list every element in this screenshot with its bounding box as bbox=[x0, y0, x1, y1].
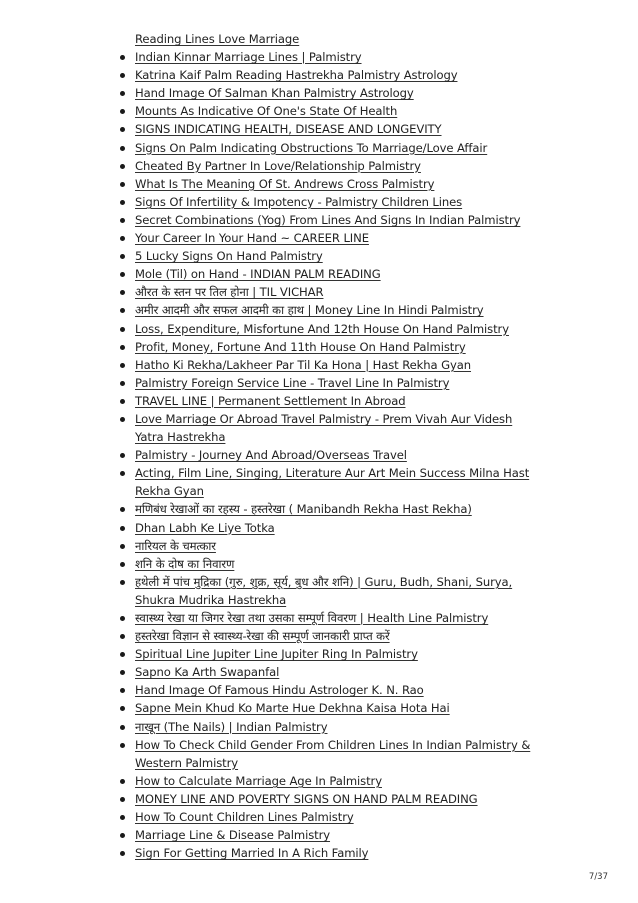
article-link[interactable]: Spiritual Line Jupiter Line Jupiter Ring In Palmistry bbox=[135, 647, 418, 662]
list-item bbox=[118, 356, 538, 374]
link-list bbox=[118, 30, 538, 862]
article-link[interactable]: Signs Of Infertility & Impotency - Palmistry Children Lines bbox=[135, 194, 463, 209]
article-link[interactable]: हस्तरेखा विज्ञान से स्वास्थ्य-रेखा की सम्पूर्ण जानकारी प्राप्त करें bbox=[135, 629, 390, 644]
bullet-icon bbox=[120, 164, 125, 169]
list-item bbox=[118, 663, 538, 681]
bullet-icon bbox=[120, 91, 125, 96]
bullet-icon bbox=[120, 345, 125, 350]
bullet-icon bbox=[120, 55, 125, 60]
article-link[interactable]: Dhan Labh Ke Liye Totka bbox=[135, 520, 275, 535]
bullet-icon bbox=[120, 797, 125, 802]
article-link[interactable]: Love Marriage Or Abroad Travel Palmistry - Prem Vivah Aur Videsh Yatra Hastrekha bbox=[135, 411, 513, 445]
bullet-icon bbox=[120, 526, 125, 531]
article-link[interactable]: Hand Image Of Salman Khan Palmistry Astrology bbox=[135, 86, 414, 101]
list-item bbox=[118, 48, 538, 66]
bullet-icon bbox=[120, 327, 125, 332]
bullet-icon bbox=[120, 381, 125, 386]
page-number: 7/37 bbox=[588, 872, 608, 882]
list-item bbox=[118, 464, 538, 500]
bullet-icon bbox=[120, 652, 125, 657]
bullet-icon bbox=[120, 182, 125, 187]
article-link[interactable]: स्वास्थ्य रेखा या जिगर रेखा तथा उसका सम्पूर्ण विवरण | Health Line Palmistry bbox=[135, 611, 489, 625]
list-item bbox=[118, 139, 538, 157]
list-item bbox=[118, 555, 538, 573]
list-item bbox=[118, 826, 538, 844]
bullet-icon bbox=[120, 706, 125, 711]
bullet-icon bbox=[120, 73, 125, 78]
list-item bbox=[118, 844, 538, 862]
article-link[interactable]: शनि के दोष का निवारण bbox=[135, 556, 235, 571]
list-item bbox=[118, 645, 538, 663]
list-item bbox=[118, 211, 538, 229]
list-item bbox=[118, 283, 538, 301]
bullet-icon bbox=[120, 634, 125, 639]
list-item bbox=[118, 229, 538, 247]
bullet-icon bbox=[120, 146, 125, 151]
article-link[interactable]: Your Career In Your Hand ~ CAREER LINE bbox=[135, 231, 369, 246]
article-link[interactable]: Profit, Money, Fortune And 11th House On Hand Palmistry bbox=[135, 339, 466, 354]
list-item bbox=[118, 102, 538, 120]
list-item bbox=[118, 338, 538, 356]
article-link[interactable]: Hatho Ki Rekha/Lakheer Par Til Ka Hona | Hast Rekha Gyan bbox=[135, 357, 472, 372]
article-link[interactable]: Palmistry - Journey And Abroad/Overseas Travel bbox=[135, 448, 407, 463]
list-item bbox=[118, 66, 538, 84]
article-link[interactable]: Reading Lines Love Marriage bbox=[135, 32, 300, 46]
bullet-icon bbox=[120, 833, 125, 838]
bullet-icon bbox=[120, 851, 125, 856]
article-link[interactable]: How To Check Child Gender From Children Lines In Indian Palmistry & Western Palmistry bbox=[135, 737, 531, 770]
article-link[interactable]: Marriage Line & Disease Palmistry bbox=[135, 828, 331, 843]
bullet-icon bbox=[120, 562, 125, 567]
article-link[interactable]: Palmistry Foreign Service Line - Travel Line In Palmistry bbox=[135, 375, 450, 390]
list-item bbox=[118, 320, 538, 338]
article-link[interactable]: Mole (Til) on Hand - INDIAN PALM READING bbox=[135, 267, 381, 282]
list-item bbox=[118, 573, 538, 609]
bullet-icon bbox=[120, 471, 125, 476]
article-link[interactable]: Signs On Palm Indicating Obstructions To Marriage/Love Affair bbox=[135, 140, 488, 155]
bullet-icon bbox=[120, 580, 125, 585]
article-link[interactable]: 5 Lucky Signs On Hand Palmistry bbox=[135, 249, 323, 264]
list-item bbox=[118, 808, 538, 826]
bullet-icon bbox=[120, 688, 125, 693]
bullet-icon bbox=[120, 254, 125, 259]
article-link[interactable]: Cheated By Partner In Love/Relationship Palmistry bbox=[135, 158, 421, 173]
article-link[interactable]: औरत के स्तन पर तिल होना | TIL VICHAR bbox=[135, 285, 324, 300]
bullet-icon bbox=[120, 363, 125, 368]
article-link[interactable]: Sapno Ka Arth Swapanfal bbox=[135, 665, 280, 680]
list-item bbox=[118, 301, 538, 319]
article-link[interactable]: Sign For Getting Married In A Rich Family bbox=[135, 846, 369, 861]
article-link[interactable]: How To Count Children Lines Palmistry bbox=[135, 810, 354, 825]
list-item bbox=[118, 193, 538, 211]
bullet-icon bbox=[120, 236, 125, 241]
article-link[interactable]: SIGNS INDICATING HEALTH, DISEASE AND LONGEVITY bbox=[135, 122, 442, 137]
bullet-icon bbox=[120, 290, 125, 295]
bullet-icon bbox=[120, 453, 125, 458]
list-item bbox=[118, 120, 538, 138]
list-item bbox=[118, 446, 538, 464]
bullet-icon bbox=[120, 127, 125, 132]
list-item bbox=[118, 609, 538, 627]
list-item bbox=[118, 157, 538, 175]
bullet-icon bbox=[120, 272, 125, 277]
list-item bbox=[118, 500, 538, 518]
list-item bbox=[118, 247, 538, 265]
list-item bbox=[118, 537, 538, 555]
bullet-icon bbox=[120, 109, 125, 114]
list-item bbox=[118, 374, 538, 392]
list-item bbox=[118, 519, 538, 537]
article-link[interactable]: MONEY LINE AND POVERTY SIGNS ON HAND PALM READING bbox=[135, 791, 478, 806]
bullet-icon bbox=[120, 417, 125, 422]
list-item bbox=[118, 699, 538, 717]
list-item bbox=[118, 627, 538, 645]
article-link[interactable]: नाखून (The Nails) | Indian Palmistry bbox=[135, 719, 328, 734]
list-item bbox=[118, 790, 538, 808]
article-link[interactable]: Indian Kinnar Marriage Lines | Palmistry bbox=[135, 50, 362, 65]
article-link[interactable]: Sapne Mein Khud Ko Marte Hue Dekhna Kaisa Hota Hai bbox=[135, 701, 450, 716]
bullet-icon bbox=[120, 616, 125, 621]
bullet-icon bbox=[120, 218, 125, 223]
bullet-icon bbox=[120, 725, 125, 730]
list-item bbox=[118, 30, 538, 48]
list-item bbox=[118, 736, 538, 772]
article-link[interactable]: TRAVEL LINE | Permanent Settlement In Abroad bbox=[135, 393, 406, 408]
bullet-icon bbox=[120, 308, 125, 313]
bullet-icon bbox=[120, 779, 125, 784]
list-item bbox=[118, 175, 538, 193]
article-link[interactable]: Mounts As Indicative Of One's State Of Health bbox=[135, 104, 398, 119]
list-item bbox=[118, 84, 538, 102]
bullet-icon bbox=[120, 544, 125, 549]
bullet-icon bbox=[120, 399, 125, 404]
article-link[interactable]: Secret Combinations (Yog) From Lines And Signs In Indian Palmistry bbox=[135, 212, 521, 227]
bullet-icon bbox=[120, 507, 125, 512]
bullet-icon bbox=[120, 743, 125, 748]
bullet-icon bbox=[120, 200, 125, 205]
list-item bbox=[118, 410, 538, 446]
list-item bbox=[118, 681, 538, 699]
list-item bbox=[118, 265, 538, 283]
list-item bbox=[118, 718, 538, 736]
article-link[interactable]: अमीर आदमी और सफल आदमी का हाथ | Money Line In Hindi Palmistry bbox=[135, 303, 484, 318]
article-link[interactable]: हथेली में पांच मुद्रिका (गुरु, शुक्र, सूर्य, बुध और शनि) | Guru, Budh, Shani, Surya, Shukra Mudrika Hastrekha bbox=[135, 574, 513, 607]
article-link[interactable]: Loss, Expenditure, Misfortune And 12th House On Hand Palmistry bbox=[135, 321, 509, 336]
article-link[interactable]: Katrina Kaif Palm Reading Hastrekha Palmistry Astrology bbox=[135, 68, 458, 83]
bullet-icon bbox=[120, 815, 125, 820]
article-link[interactable]: Hand Image Of Famous Hindu Astrologer K. N. Rao bbox=[135, 683, 424, 698]
article-link[interactable]: नारियल के चमत्कार bbox=[135, 538, 216, 553]
list-item bbox=[118, 392, 538, 410]
article-link[interactable]: मणिबंध रेखाओं का रहस्य - हस्तरेखा ( Manibandh Rekha Hast Rekha) bbox=[135, 502, 472, 517]
list-item bbox=[118, 772, 538, 790]
article-link[interactable]: What Is The Meaning Of St. Andrews Cross Palmistry bbox=[135, 176, 435, 191]
article-link[interactable]: How to Calculate Marriage Age In Palmistry bbox=[135, 773, 382, 788]
bullet-icon bbox=[120, 670, 125, 675]
article-link[interactable]: Acting, Film Line, Singing, Literature Aur Art Mein Success Milna Hast Rekha Gyan bbox=[135, 466, 530, 499]
